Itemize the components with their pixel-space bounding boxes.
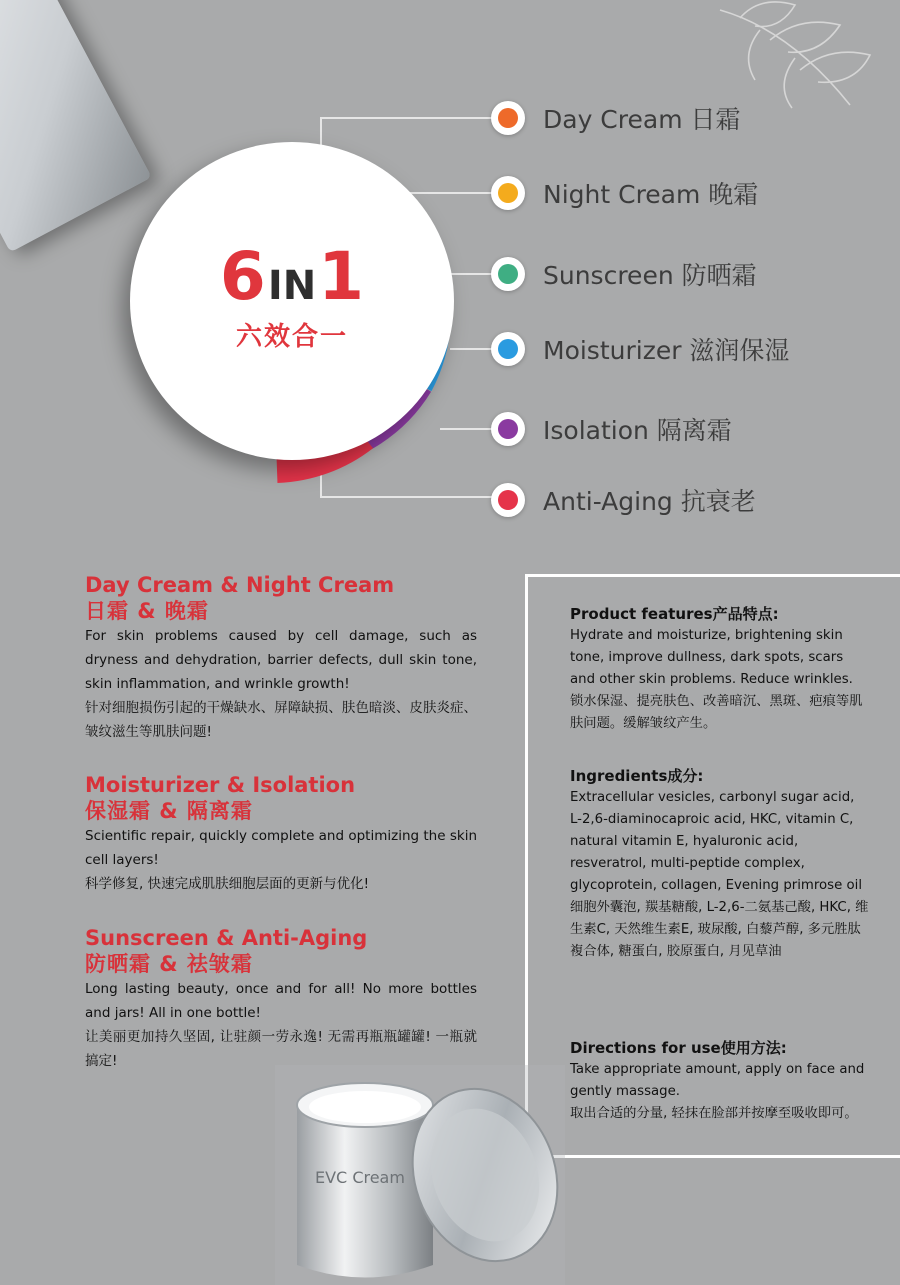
feature-night-cream [491,173,758,213]
six-in-one-subtitle: 六效合一 [235,321,348,352]
feature-label: Sunscreen 防晒霜 [543,261,757,290]
purple-dot-icon [498,419,518,439]
directions-en: Take appropriate amount, apply on face and gently massage. [570,1062,865,1099]
section-title-cn: 日霜 & 晚霜 [85,599,209,623]
product-features-heading: Product features产品特点: [570,605,779,623]
cream-jar-image [275,1065,565,1285]
section-title: Day Cream & Night Cream [85,573,395,597]
red-dot-icon [498,490,518,510]
six-in-one-badge [130,142,454,460]
ingredients-en: Extracellular vesicles, carbonyl sugar acid, L-2,6-diaminocaproic acid, HKC, vitamin C, natural vitamin E, hyaluronic acid, resveratrol, multi-peptide complex, glycoprotein, collagen, Evening primrose oil [570,790,863,893]
ingredients-heading: Ingredients成分: [570,767,704,785]
section-body-en: Long lasting beauty, once and for all! No more bottles and jars! All in one bottle! [85,981,477,1021]
section-title: Moisturizer & Isolation [85,773,356,797]
ingredients-block [570,765,870,963]
dot-ring [491,176,525,210]
jar-label: EVC Cream [315,1168,405,1187]
dot-ring [491,332,525,366]
ingredients-cn: 细胞外囊泡, 羰基糖酸, L-2,6-二氨基己酸, HKC, 维生素C, 天然维生素E, 玻尿酸, 白藜芦醇, 多元胜肽複合体, 糖蛋白, 胶原蛋白, 月见草油 [570,900,869,959]
section-moisturizer-isolation [85,772,477,896]
big-one: 1 [318,237,365,315]
orange-dot-icon [498,108,518,128]
feature-day-cream [491,98,741,138]
dot-ring [491,257,525,291]
blue-dot-icon [498,339,518,359]
big-six: 6 [219,237,266,315]
section-title: Sunscreen & Anti-Aging [85,926,368,950]
section-body-cn: 让美丽更加持久坚固, 让驻颜一劳永逸! 无需再瓶瓶罐罐! 一瓶就搞定! [85,1029,477,1069]
in-word: IN [267,262,317,309]
feature-moisturizer [491,329,789,369]
section-body-cn: 针对细胞损伤引起的干燥缺水、屏障缺损、肤色暗淡、皮肤炎症、皱纹滋生等肌肤问题! [85,700,477,740]
product-features-block [570,603,870,735]
dot-ring [491,101,525,135]
yellow-dot-icon [498,183,518,203]
section-body-en: Scientific repair, quickly complete and optimizing the skin cell layers! [85,828,477,868]
directions-heading: Directions for use使用方法: [570,1039,787,1057]
six-in-one-logo [219,237,365,315]
dot-ring [491,483,525,517]
product-features-en: Hydrate and moisturize, brightening skin tone, improve dullness, dark spots, scars and other skin problems. Reduce wrinkles. [570,628,853,687]
section-title-cn: 防晒霜 & 祛皱霜 [85,952,253,976]
directions-cn: 取出合适的分量, 轻抹在脸部并按摩至吸收即可。 [570,1106,858,1121]
feature-label: Anti-Aging 抗衰老 [543,487,756,516]
feature-sunscreen [491,254,757,294]
feature-anti-aging [491,480,756,520]
feature-label: Isolation 隔离霜 [543,416,732,445]
section-sunscreen-anti-aging [85,925,477,1073]
feature-label: Moisturizer 滋润保湿 [543,336,790,365]
product-info-panel [525,574,900,1158]
feature-label: Day Cream 日霜 [543,105,741,134]
directions-block [570,1037,870,1125]
section-body-en: For skin problems caused by cell damage, such as dryness and dehydration, barrier defects, dull skin tone, skin inflammation, and wrinkle growth! [85,628,477,692]
feature-isolation [491,409,732,449]
feature-label: Night Cream 晚霜 [543,180,759,209]
green-dot-icon [498,264,518,284]
dot-ring [491,412,525,446]
section-body-cn: 科学修复, 快速完成肌肤细胞层面的更新与优化! [85,876,369,892]
product-features-cn: 锁水保湿、提亮肤色、改善暗沉、黑斑、疤痕等肌肤问题。缓解皱纹产生。 [570,694,863,731]
section-day-night-cream [85,572,477,744]
section-title-cn: 保湿霜 & 隔离霜 [85,799,253,823]
